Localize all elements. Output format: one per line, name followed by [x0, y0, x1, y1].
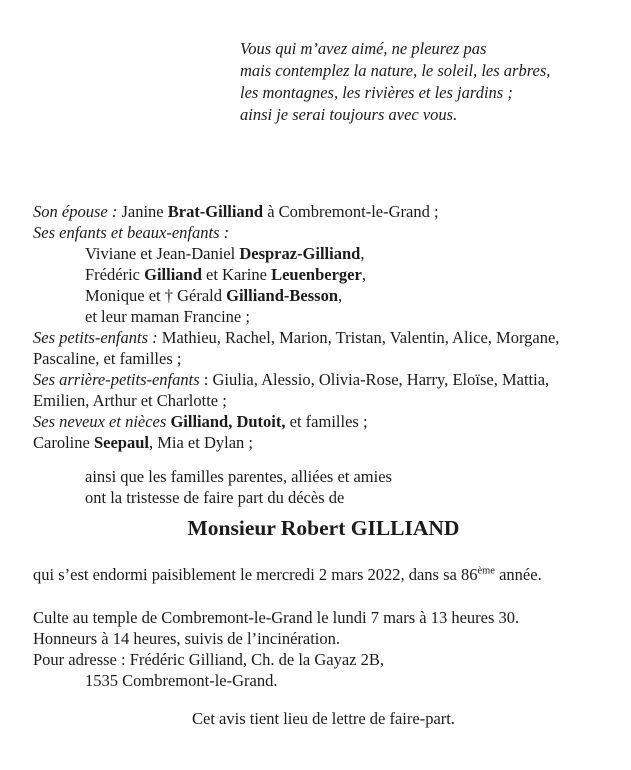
tribute-line-1: ainsi que les familles parentes, alliées et amies	[85, 467, 392, 486]
family-name: Despraz-Gilliand	[239, 244, 361, 263]
ceremony-section	[33, 607, 623, 691]
ceremony-address-line-2: 1535 Combremont-le-Grand.	[85, 671, 278, 690]
text-segment: Monique et † Gérald	[85, 286, 227, 305]
relation-label: Ses arrière-petits-enfants	[33, 370, 200, 389]
death-notice-line	[33, 564, 623, 585]
text-segment: qui s’est endormi paisiblement le mercredi 2 mars 2022, dans sa 86	[33, 565, 478, 584]
family-name: Gilliand	[144, 265, 202, 284]
relation-label: Ses petits-enfants :	[33, 328, 162, 347]
text-segment: Emilien, Arthur et Charlotte ;	[33, 391, 227, 410]
footer-notice: Cet avis tient lieu de lettre de faire-part.	[192, 709, 455, 728]
epigraph-poem	[240, 38, 550, 126]
epigraph-line-1: Vous qui m’avez aimé, ne pleurez pas	[240, 39, 487, 58]
text-segment: et leur maman Francine ;	[85, 307, 250, 326]
family-name: Leuenberger	[271, 265, 362, 284]
text-segment: Janine	[121, 202, 168, 221]
epigraph-line-3: les montagnes, les rivières et les jardins ;	[240, 83, 513, 102]
text-segment: et Karine	[201, 265, 272, 284]
tribute-line-2: ont la tristesse de faire part du décès de	[85, 488, 345, 507]
great-grandchildren-line-2	[33, 390, 611, 411]
grandchildren-line-1	[33, 327, 611, 348]
relation-label: Ses enfants et beaux-enfants :	[33, 223, 230, 242]
grandchildren-line-2	[33, 348, 611, 369]
text-segment: Pascaline, et familles ;	[33, 349, 182, 368]
text-segment: ,	[338, 286, 343, 305]
caroline-line	[33, 432, 611, 453]
nephews-nieces-line	[33, 411, 611, 432]
text-segment: Frédéric	[85, 265, 145, 284]
child-line-4	[33, 306, 611, 327]
relation-label: Son épouse :	[33, 202, 122, 221]
text-segment: Mathieu, Rachel, Marion, Tristan, Valentin, Alice, Morgane,	[161, 328, 560, 347]
text-segment: ,	[361, 265, 366, 284]
text-segment: ,	[360, 244, 365, 263]
family-name: Gilliand, Dutoit,	[170, 412, 286, 431]
children-heading-line	[33, 222, 611, 243]
child-line-2	[33, 264, 611, 285]
ceremony-service-line: Culte au temple de Combremont-le-Grand le lundi 7 mars à 13 heures 30.	[33, 608, 520, 627]
child-line-3	[33, 285, 611, 306]
tribute-section	[85, 466, 392, 508]
family-name: Brat-Gilliand	[167, 202, 264, 221]
family-name: Gilliand-Besson	[226, 286, 339, 305]
ceremony-address-line-1: Pour adresse : Frédéric Gilliand, Ch. de la Gayaz 2B,	[33, 650, 384, 669]
child-line-1	[33, 243, 611, 264]
ordinal-superscript: ème	[477, 565, 495, 577]
spouse-line	[33, 201, 611, 222]
text-segment: et familles ;	[285, 412, 368, 431]
great-grandchildren-line-1	[33, 369, 611, 390]
text-segment: Caroline	[33, 433, 94, 452]
text-segment: : Giulia, Alessio, Olivia-Rose, Harry, Eloïse, Mattia,	[199, 370, 550, 389]
relatives-section	[33, 201, 611, 453]
text-segment: , Mia et Dylan ;	[148, 433, 253, 452]
epigraph-line-2: mais contemplez la nature, le soleil, les arbres,	[240, 61, 551, 80]
text-segment: à Combremont-le-Grand ;	[263, 202, 439, 221]
epigraph-line-4: ainsi je serai toujours avec vous.	[240, 105, 458, 124]
relation-label: Ses neveux et nièces	[33, 412, 171, 431]
text-segment: Viviane et Jean-Daniel	[85, 244, 240, 263]
ceremony-honors-line: Honneurs à 14 heures, suivis de l’incinération.	[33, 629, 341, 648]
family-name: Seepaul	[93, 433, 149, 452]
deceased-name-title: Monsieur Robert GILLIAND	[187, 516, 460, 540]
text-segment: année.	[494, 565, 542, 584]
